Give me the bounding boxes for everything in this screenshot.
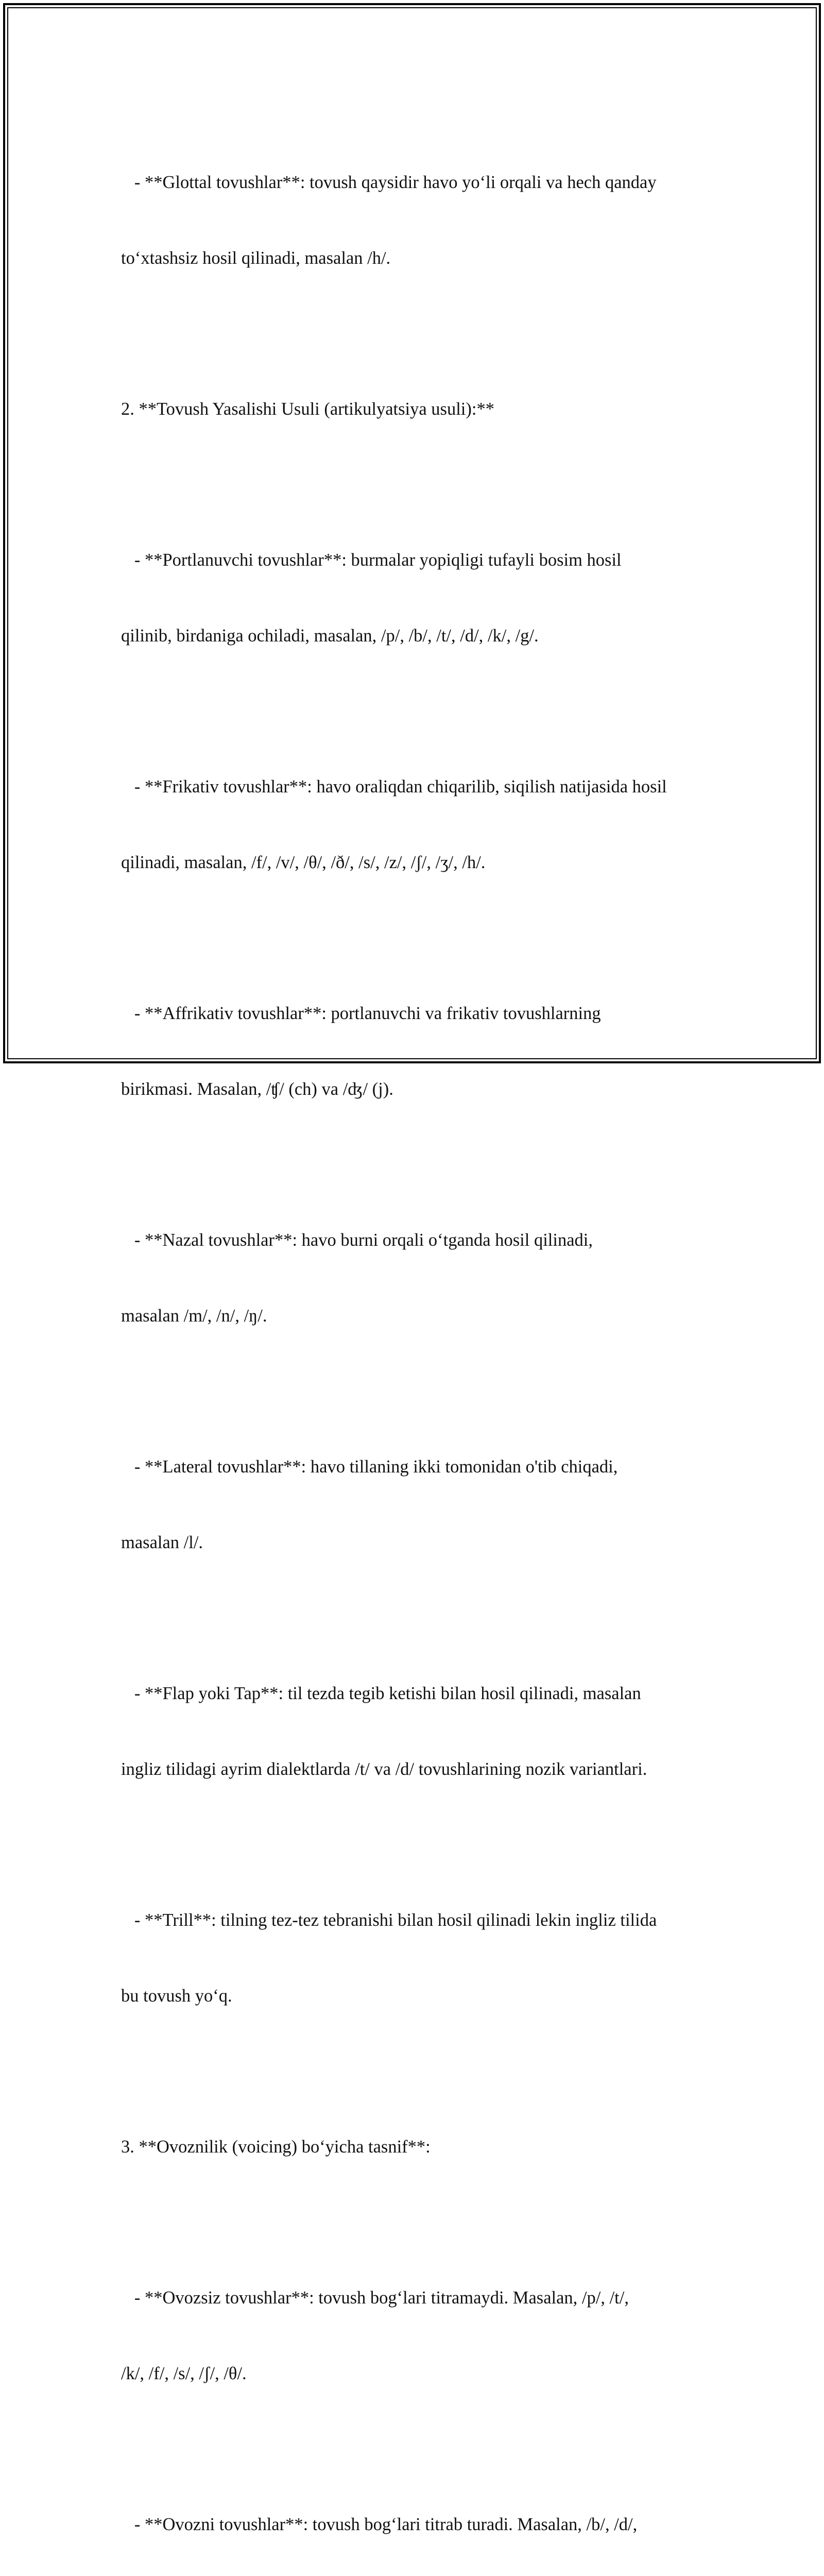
paragraph-plosives [121,497,708,699]
text-line: masalan /l/. [121,1533,203,1552]
text-line: - **Portlanuvchi tovushlar**: burmalar yopiqligi tufayli bosim hosil [121,550,622,570]
paragraph-affricates [121,951,708,1153]
text-line: qilinadi, masalan, /f/, /v/, /θ/, /ð/, /s/, /z/, /ʃ/, /ʒ/, /h/. [121,853,486,872]
section-heading-voicing [121,2084,708,2210]
text-line: ingliz tilidagi ayrim dialektlarda /t/ va /d/ tovushlarining nozik variantlari. [121,1759,647,1779]
paragraph-voiced [121,2462,708,2576]
text-line: - **Nazal tovushlar**: havo burni orqali o‘tganda hosil qilinadi, [121,1230,593,1250]
text-line: - **Lateral tovushlar**: havo tillaning ikki tomonidan o'tib chiqadi, [121,1457,618,1477]
paragraph-voiceless [121,2235,708,2437]
paragraph-laterals [121,1404,708,1606]
text-line: - **Glottal tovushlar**: tovush qaysidir havo yo‘li orqali va hech qanday [121,173,657,192]
text-line: - **Ovozsiz tovushlar**: tovush bog‘lari titramaydi. Masalan, /p/, /t/, [121,2288,629,2308]
document-body [121,120,708,2576]
text-line: - **Flap yoki Tap**: til tezda tegib ketishi bilan hosil qilinadi, masalan [121,1684,641,1703]
text-line: - **Trill**: tilning tez-tez tebranishi bilan hosil qilinadi lekin ingliz tilida [121,1910,657,1930]
section-heading-articulation-manner [121,346,708,472]
text-line: /k/, /f/, /s/, /ʃ/, /θ/. [121,2364,247,2383]
paragraph-nasals [121,1177,708,1379]
text-line: - **Ovozni tovushlar**: tovush bog‘lari titrab turadi. Masalan, /b/, /d/, [121,2515,638,2534]
text-line: 2. **Tovush Yasalishi Usuli (artikulyatsiya usuli):** [121,399,494,419]
text-line: qilinib, birdaniga ochiladi, masalan, /p/, /b/, /t/, /d/, /k/, /g/. [121,626,539,646]
paragraph-fricatives [121,724,708,926]
paragraph-flap-tap [121,1631,708,1833]
text-line: - **Frikativ tovushlar**: havo oraliqdan chiqarilib, siqilish natijasida hosil [121,777,667,796]
text-line: - **Affrikativ tovushlar**: portlanuvchi va frikativ tovushlarning [121,1004,601,1023]
paragraph-trill [121,1857,708,2059]
text-line: to‘xtashsiz hosil qilinadi, masalan /h/. [121,248,391,268]
text-line: birikmasi. Masalan, /ʧ/ (ch) va /ʤ/ (j). [121,1079,393,1099]
text-line: bu tovush yo‘q. [121,1986,232,2006]
text-line: 3. **Ovoznilik (voicing) bo‘yicha tasnif**: [121,2137,431,2157]
paragraph-glottal [121,120,708,321]
text-line: masalan /m/, /n/, /ŋ/. [121,1306,267,1326]
